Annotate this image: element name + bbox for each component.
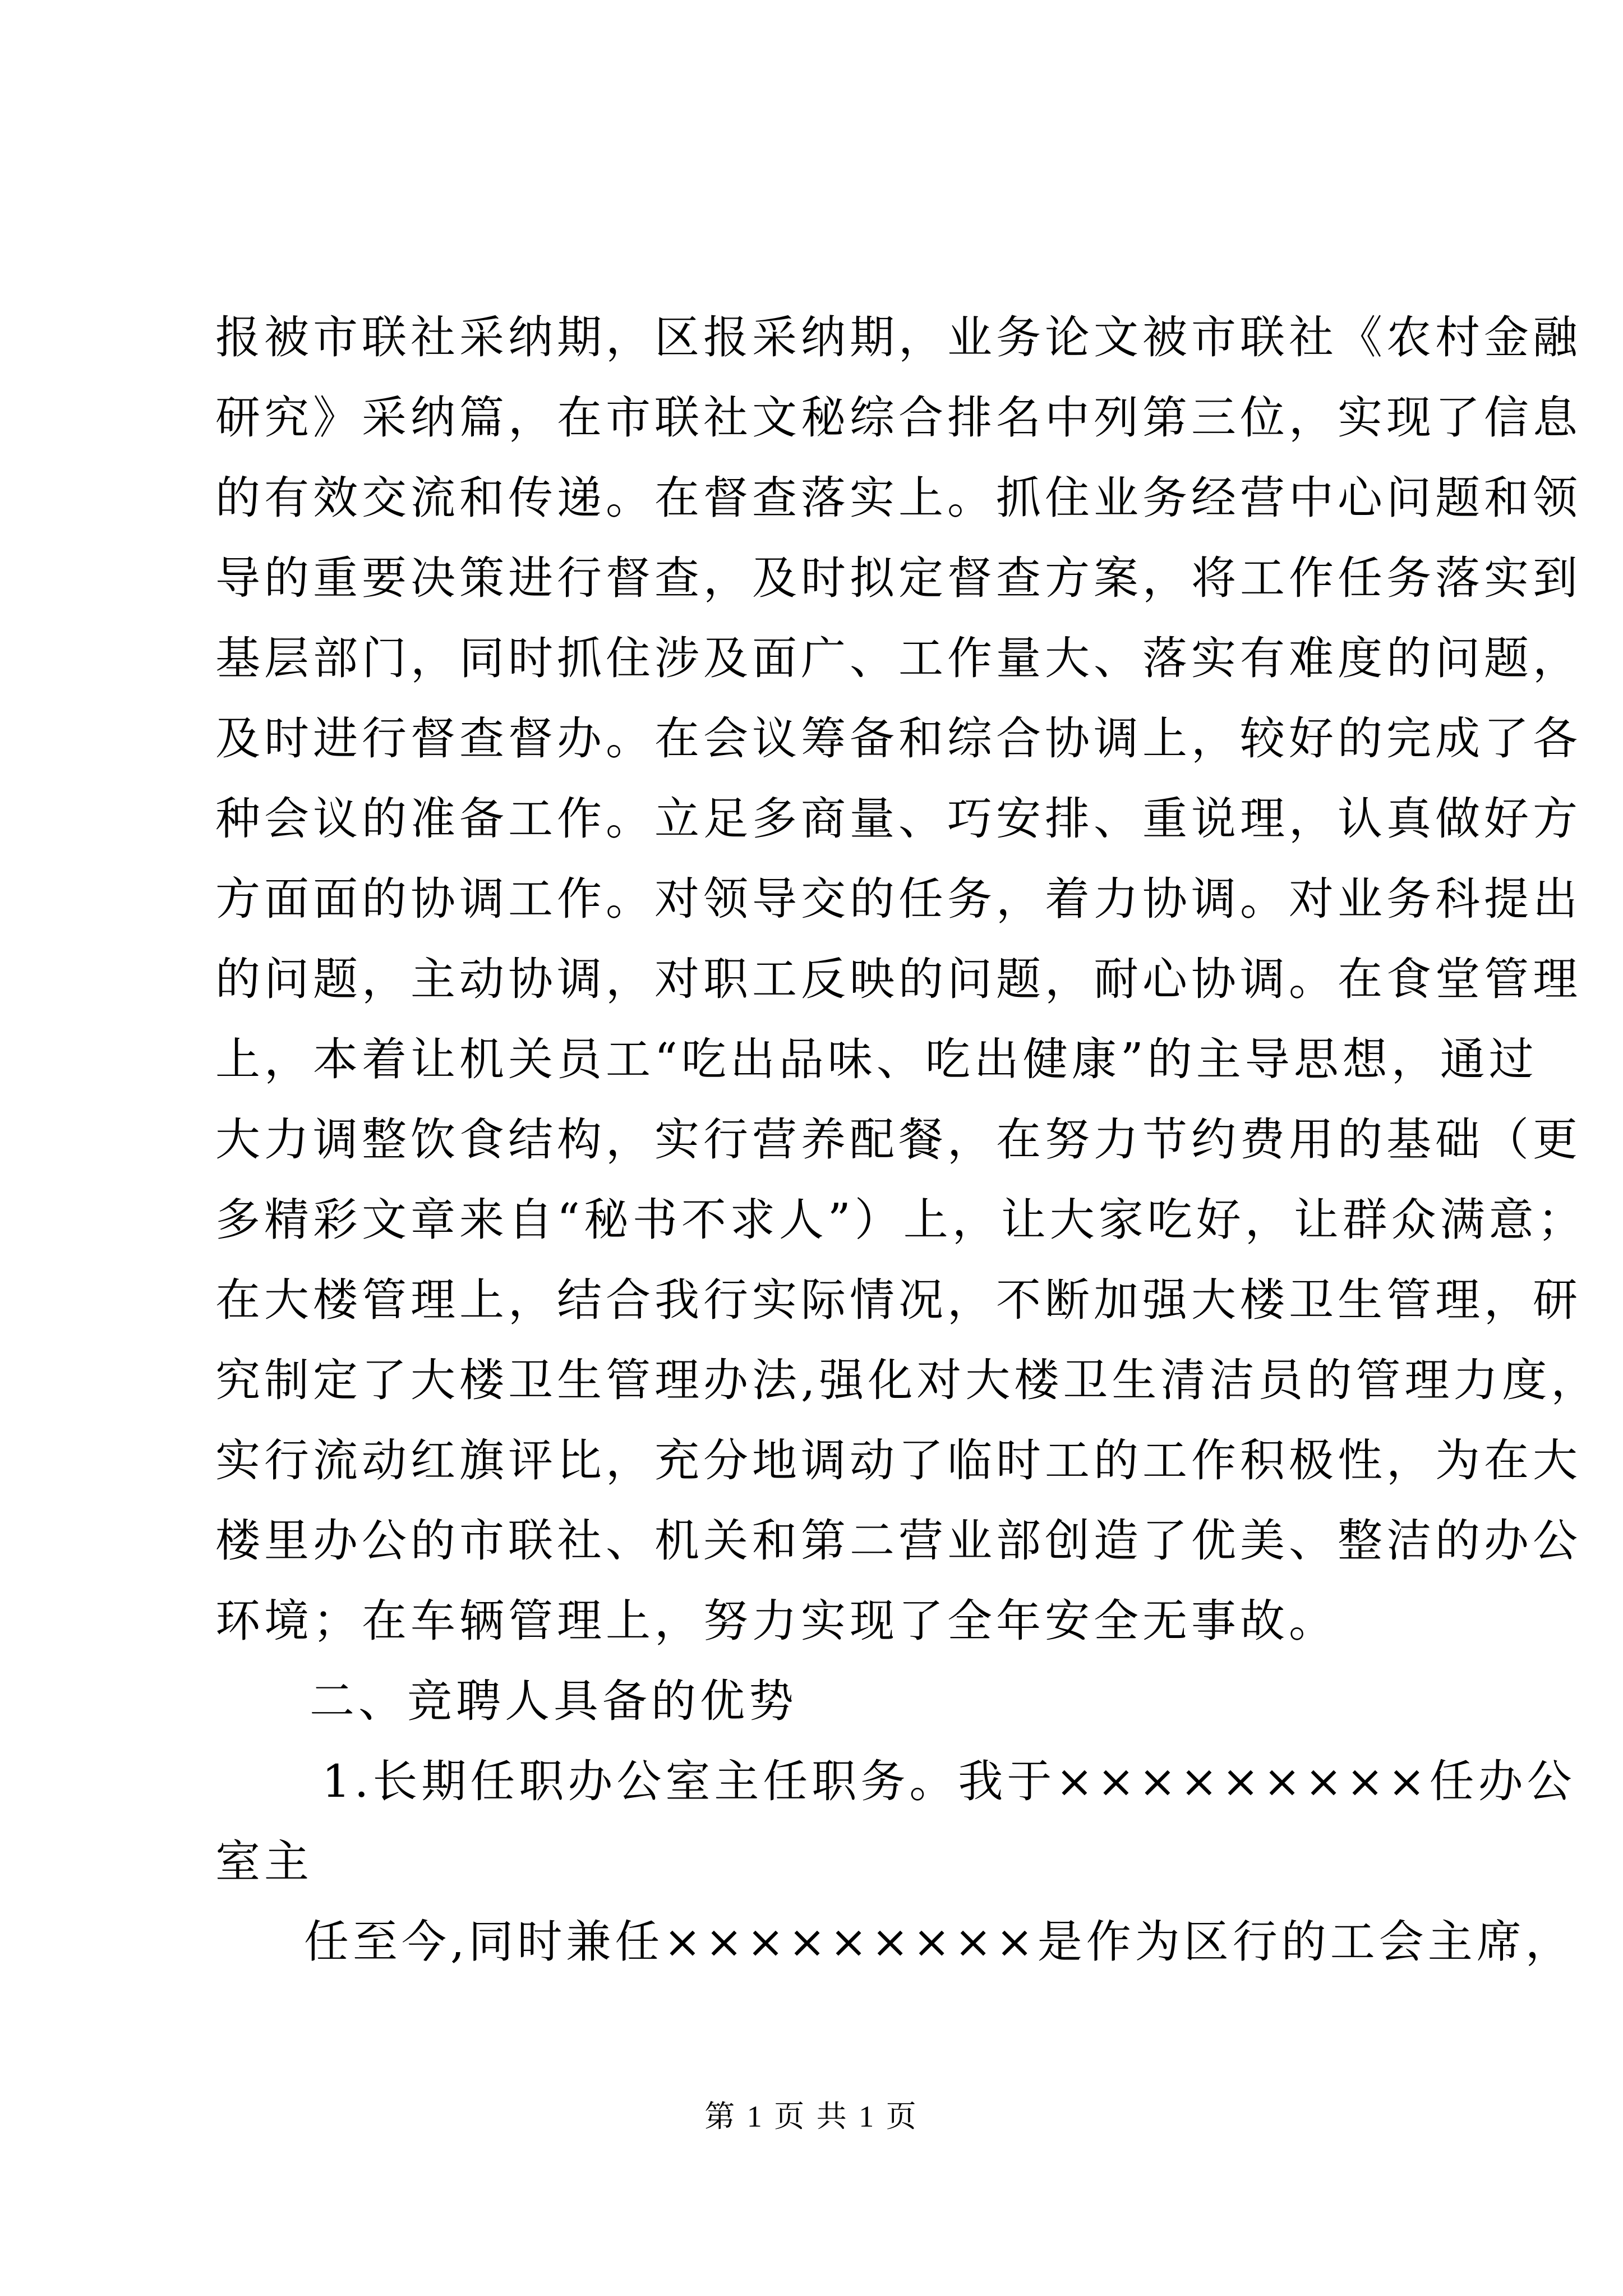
list-item-line: 室主 [215,1835,313,1888]
paragraph-line: 报被市联社采纳期，区报采纳期，业务论文被市联社《农村金融 [215,311,1581,364]
paragraph-line: 任至今,同时兼任×××××××××是作为区行的工会主席， [304,1916,1574,1968]
paragraph-line: 方面面的协调工作。对领导交的任务，着力协调。对业务科提出 [215,873,1581,925]
paragraph-line: 多精彩文章来自“秘书不求人”）上，让大家吃好，让群众满意； [215,1194,1587,1246]
paragraph-line: 导的重要决策进行督查，及时拟定督查方案，将工作任务落实到 [215,552,1581,604]
page-footer: 第 1 页 共 1 页 [704,2100,919,2133]
paragraph-line: 基层部门，同时抓住涉及面广、工作量大、落实有难度的问题， [215,632,1581,684]
paragraph-line: 种会议的准备工作。立足多商量、巧安排、重说理，认真做好方 [215,793,1581,845]
paragraph-line: 楼里办公的市联社、机关和第二营业部创造了优美、整洁的办公 [215,1515,1581,1567]
paragraph-line: 的有效交流和传递。在督查落实上。抓住业务经营中心问题和领 [215,472,1581,524]
paragraph-line: 实行流动红旗评比，充分地调动了临时工的工作积极性，为在大 [215,1434,1581,1487]
paragraph-line: 究制定了大楼卫生管理办法,强化对大楼卫生清洁员的管理力度， [215,1354,1600,1406]
list-item-line: 1.长期任职办公室主任职务。我于×××××××××任办公 [322,1755,1576,1807]
paragraph-line: 的问题，主动协调，对职工反映的问题，耐心协调。在食堂管理 [215,953,1581,1005]
document-body [215,297,1600,1982]
paragraph-line: 及时进行督查督办。在会议筹备和综合协调上，较好的完成了各 [215,712,1581,765]
paragraph-line: 环境；在车辆管理上，努力实现了全年安全无事故。 [215,1595,1338,1647]
paragraph-line: 研究》采纳篇，在市联社文秘综合排名中列第三位，实现了信息 [215,392,1581,444]
section-heading: 二、竞聘人具备的优势 [310,1675,797,1727]
paragraph-line: 大力调整饮食结构，实行营养配餐，在努力节约费用的基础（更 [215,1114,1581,1166]
paragraph-line: 上，本着让机关员工“吃出品味、吃出健康”的主导思想，通过 [215,1033,1538,1085]
paragraph-line: 在大楼管理上，结合我行实际情况，不断加强大楼卫生管理，研 [215,1274,1581,1326]
